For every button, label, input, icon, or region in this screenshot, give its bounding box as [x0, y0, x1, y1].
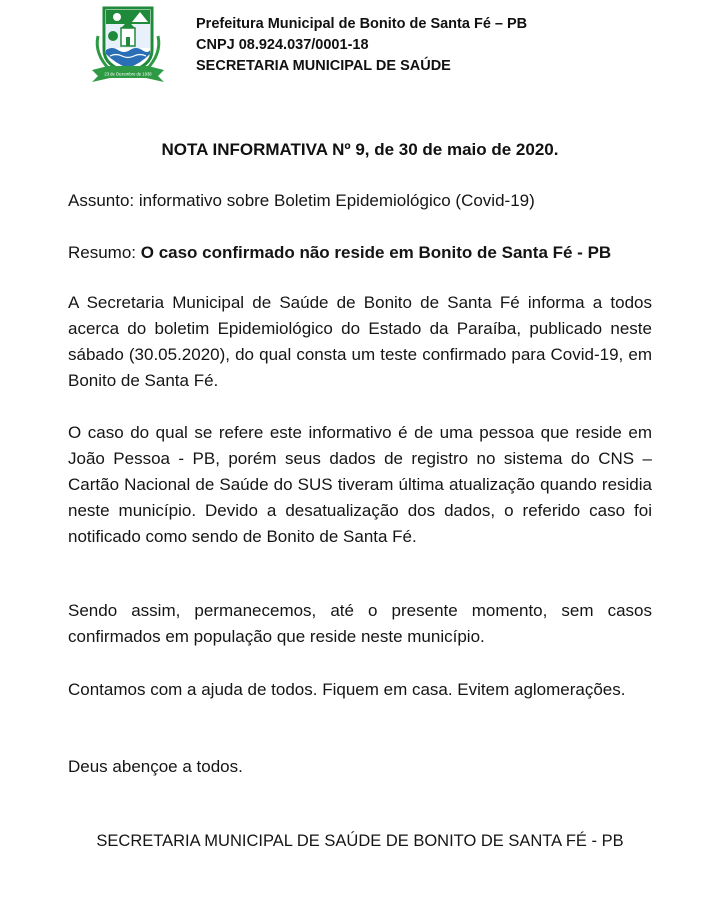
summary-line: [68, 240, 652, 266]
body-paragraph-1: A Secretaria Municipal de Saúde de Bonito de Santa Fé informa a todos acerca do boletim Epidemiológico do Estado da Paraíba, publicado neste sábado (30.05.2020), do qual consta um teste confirmado para Covid-19, em Bonito de Santa Fé.: [68, 293, 652, 390]
note-title: NOTA INFORMATIVA Nº 9, de 30 de maio de 2020.: [161, 140, 559, 159]
coat-of-arms-icon: [88, 6, 168, 84]
closing-line: Deus abençoe a todos.: [68, 757, 243, 776]
cnpj-number: CNPJ 08.924.037/0001-18: [196, 37, 369, 53]
subject-line: Assunto: informativo sobre Boletim Epidemiológico (Covid-19): [68, 191, 535, 210]
body-paragraph-3: Sendo assim, permanecemos, até o presente momento, sem casos confirmados em população que reside neste município.: [68, 601, 652, 646]
footer-signature: SECRETARIA MUNICIPAL DE SAÚDE DE BONITO DE SANTA FÉ - PB: [96, 832, 624, 850]
summary-text: O caso confirmado não reside em Bonito de Santa Fé - PB: [140, 243, 612, 262]
municipality-name: Prefeitura Municipal de Bonito de Santa Fé – PB: [196, 16, 528, 32]
letterhead-text: [196, 14, 616, 77]
body-paragraph-4: Contamos com a ajuda de todos. Fiquem em casa. Evitem aglomerações.: [68, 680, 626, 699]
body-paragraph-2: O caso do qual se refere este informativo é de uma pessoa que reside em João Pessoa - PB, porém seus dados de registro no sistema do CNS – Cartão Nacional de Saúde do SUS tiveram última atualização quando residia neste município. Devido a desatualização dos dados, o referido caso foi notificado como sendo de Bonito de Santa Fé.: [68, 423, 652, 546]
department-name: SECRETARIA MUNICIPAL DE SAÚDE: [196, 58, 451, 74]
summary-label: Resumo:: [68, 243, 141, 262]
ribbon-text: 23 de Dezembro de 1938: [104, 71, 152, 77]
